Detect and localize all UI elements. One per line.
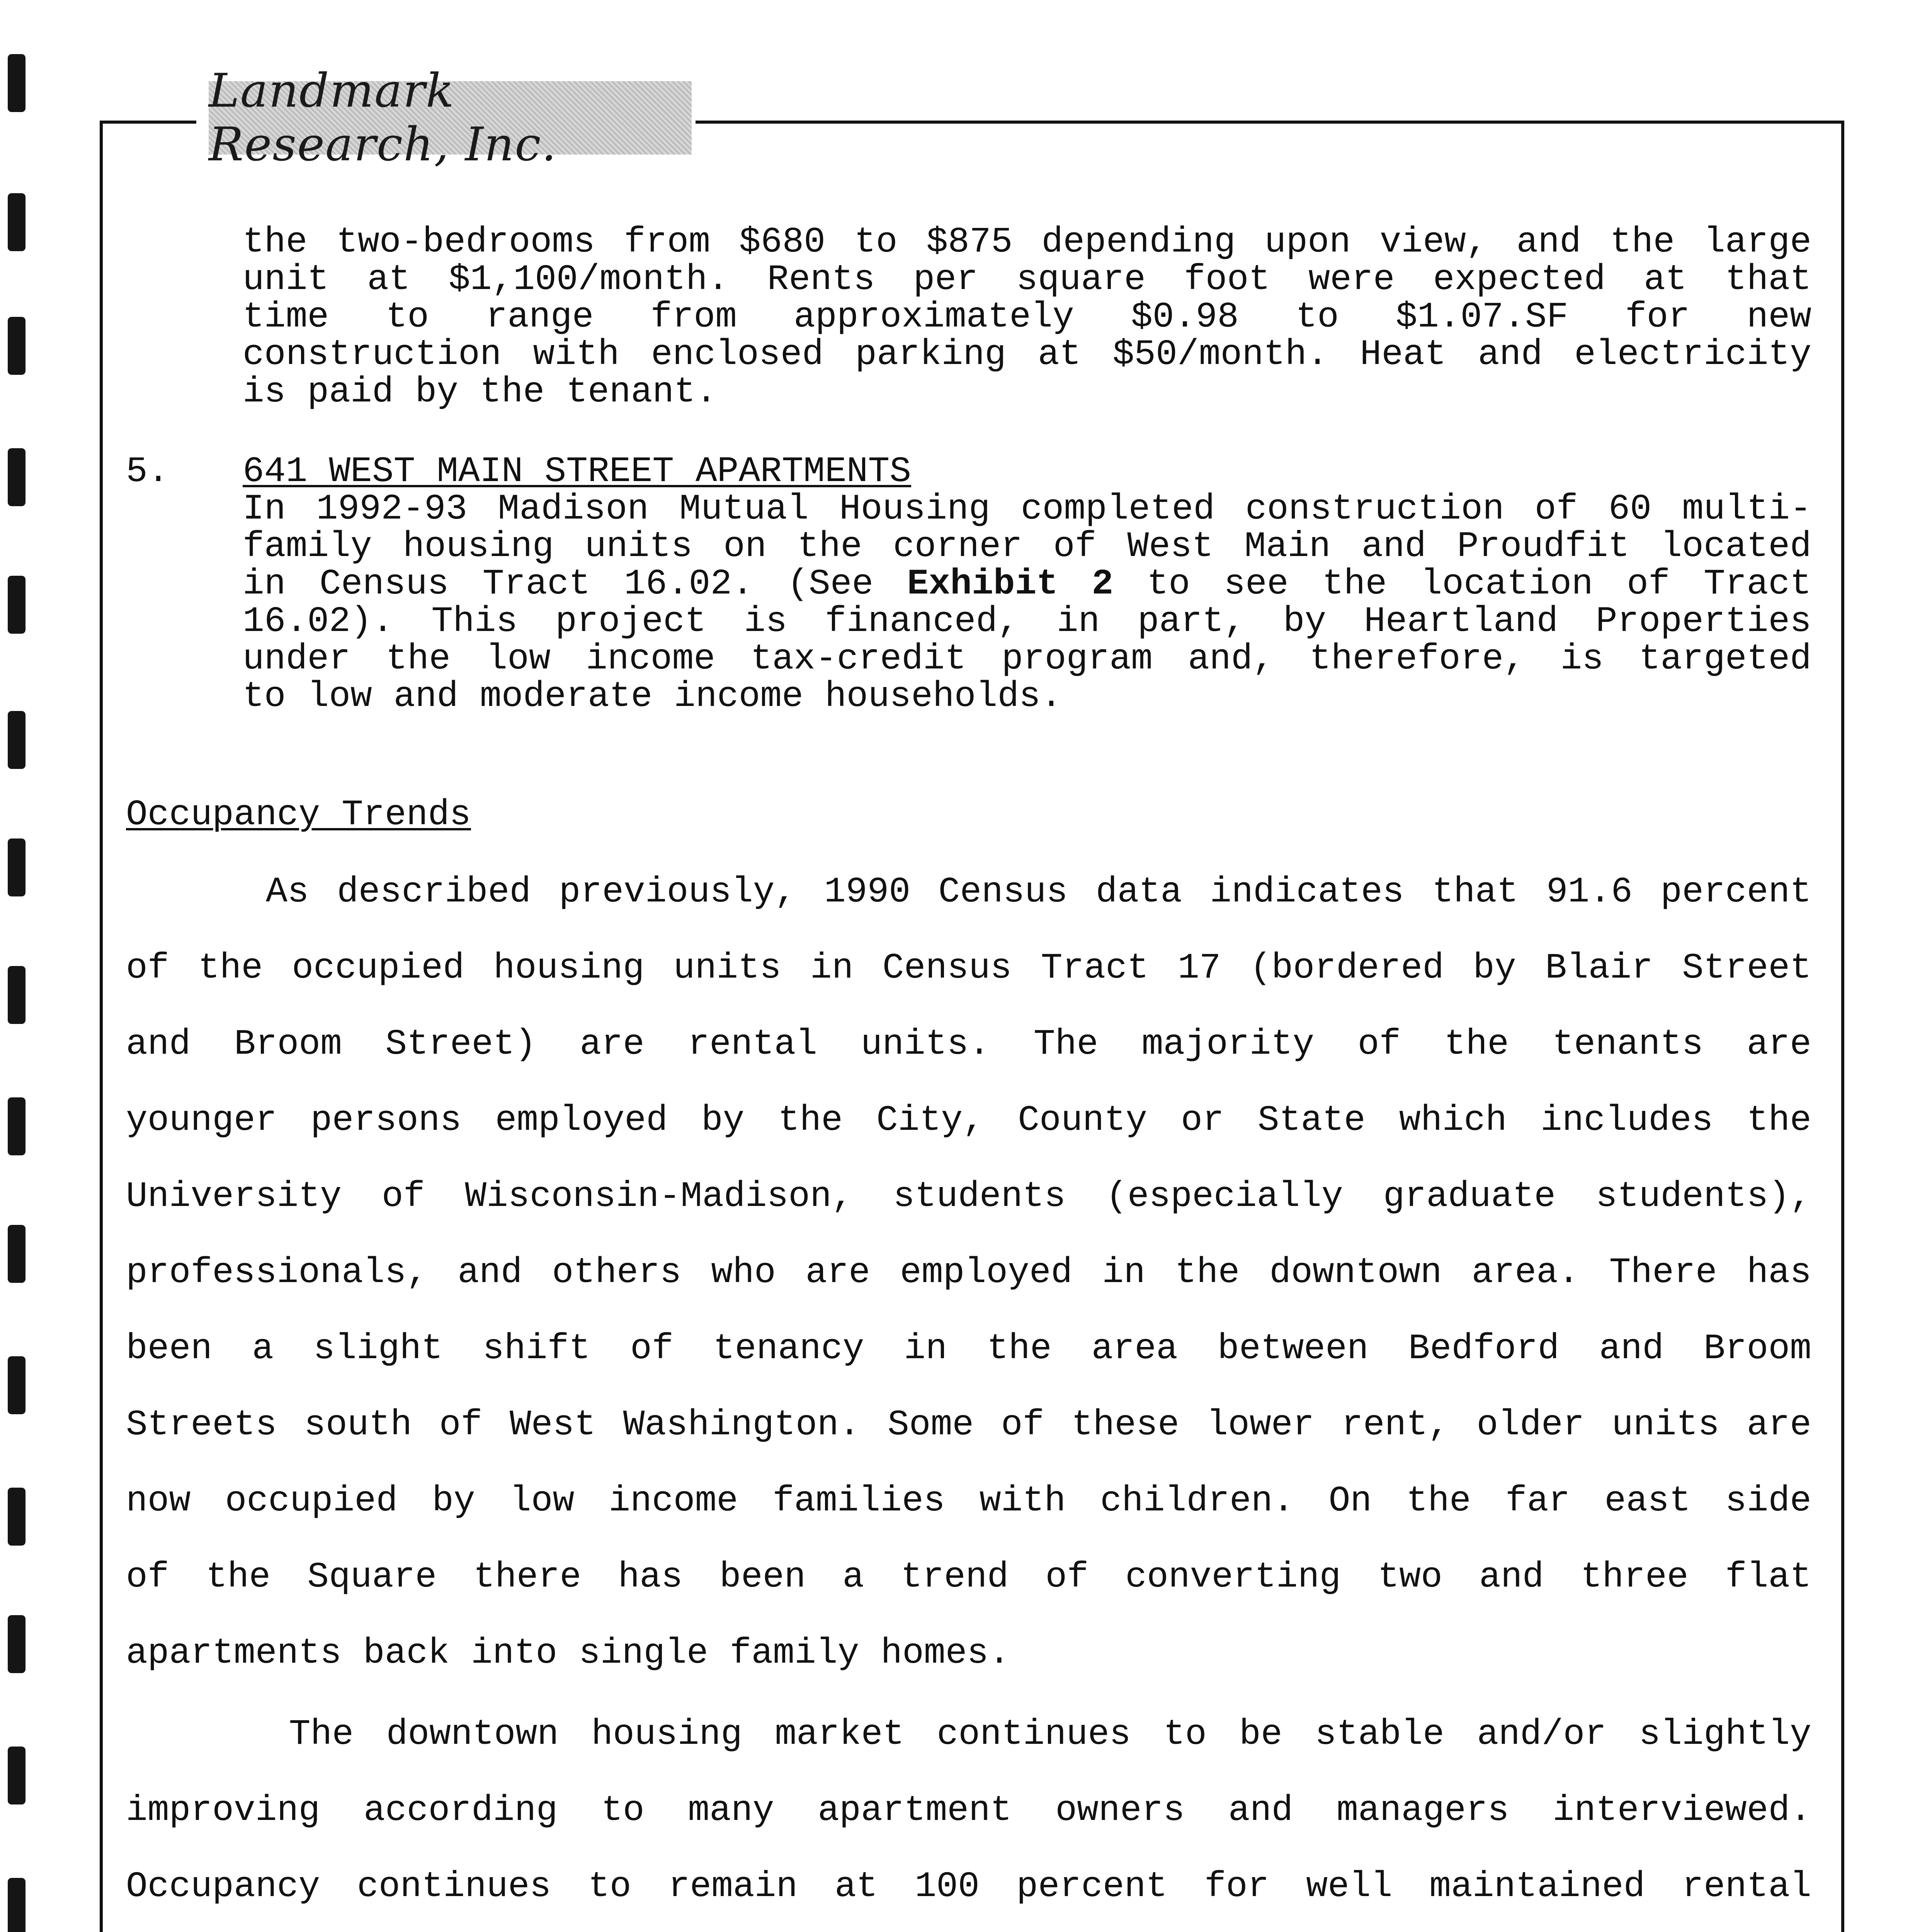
binder-hole [8, 1097, 26, 1155]
text-line: the two-bedrooms from $680 to $875 depending upon view, and the large [243, 222, 1811, 262]
binder-holes [2, 46, 33, 1932]
binder-hole [8, 966, 26, 1024]
text-line: 16.02). This project is financed, in part, by Heartland Properties [243, 601, 1811, 642]
text-line [243, 565, 1811, 603]
text-line: University of Wisconsin-Madison, students (especially graduate students), [126, 1176, 1811, 1217]
occupancy-paragraph-1 [126, 854, 1811, 1691]
binder-hole [8, 1488, 26, 1546]
text-line: and Broom Street) are rental units. The majority of the tenants are [126, 1024, 1811, 1065]
text-line: under the low income tax-credit program and, therefore, is targeted [243, 639, 1811, 679]
binder-hole [8, 1615, 26, 1673]
exhibit-reference: Exhibit 2 [907, 564, 1114, 604]
item-number: 5. [126, 451, 169, 492]
binder-hole [8, 1747, 26, 1804]
text-line [126, 1925, 1811, 1932]
text-line: to low and moderate income households. [243, 676, 1062, 717]
binder-hole [8, 1225, 26, 1283]
text-line: Streets south of West Washington. Some of these lower rent, older units are [126, 1405, 1811, 1445]
binder-hole [8, 576, 26, 634]
binder-hole [8, 317, 26, 375]
frame-border [100, 121, 103, 1932]
text-fragment: in Census Tract 16.02. (See [243, 564, 907, 604]
text-line: unit at $1,100/month. Rents per square foot were expected at that [243, 259, 1811, 300]
text-line: family housing units on the corner of West Main and Proudfit located [243, 526, 1811, 567]
text-line: As described previously, 1990 Census data indicates that 91.6 percent [126, 872, 1811, 912]
text-line: Occupancy continues to remain at 100 percent for well maintained rental [126, 1866, 1811, 1907]
text-line: construction with enclosed parking at $50/month. Heat and electricity [243, 334, 1811, 375]
text-fragment: to see the location of Tract [1113, 564, 1811, 604]
binder-hole [8, 1878, 26, 1932]
text-line: been a slight shift of tenancy in the area between Bedford and Broom [126, 1328, 1811, 1369]
text-line: time to range from approximately $0.98 to $1.07.SF for new [243, 297, 1811, 337]
binder-hole [8, 448, 26, 506]
binder-hole [8, 1356, 26, 1414]
item5-block [243, 453, 1811, 715]
text-line: professionals, and others who are employed in the downtown area. There has [126, 1252, 1811, 1293]
letterhead-logo [209, 64, 692, 172]
binder-hole [8, 838, 26, 896]
intro-paragraph [243, 223, 1811, 411]
text-line: In 1992-93 Madison Mutual Housing completed construction of 60 multi- [243, 489, 1811, 529]
item-title: 641 WEST MAIN STREET APARTMENTS [243, 451, 912, 492]
text-line: apartments back into single family homes. [126, 1633, 1010, 1673]
text-line: of the Square there has been a trend of converting two and three flat [126, 1557, 1811, 1597]
frame-border [100, 121, 196, 124]
occupancy-paragraph-2 [126, 1696, 1811, 1932]
text-line: is paid by the tenant. [243, 372, 717, 412]
letterhead-logo-text: Landmark Research, Inc. [209, 64, 557, 172]
binder-hole [8, 54, 26, 112]
binder-hole [8, 711, 26, 769]
section-heading: Occupancy Trends [126, 794, 471, 835]
text-line: now occupied by low income families with children. On the far east side [126, 1481, 1811, 1521]
text-line: of the occupied housing units in Census Tract 17 (bordered by Blair Street [126, 948, 1811, 988]
text-line: younger persons employed by the City, County or State which includes the [126, 1100, 1811, 1141]
text-line: The downtown housing market continues to be stable and/or slightly [126, 1714, 1811, 1755]
frame-border [1841, 121, 1844, 1932]
text-line: improving according to many apartment owners and managers interviewed. [126, 1790, 1811, 1831]
binder-hole [8, 193, 26, 251]
frame-border [696, 121, 1844, 124]
